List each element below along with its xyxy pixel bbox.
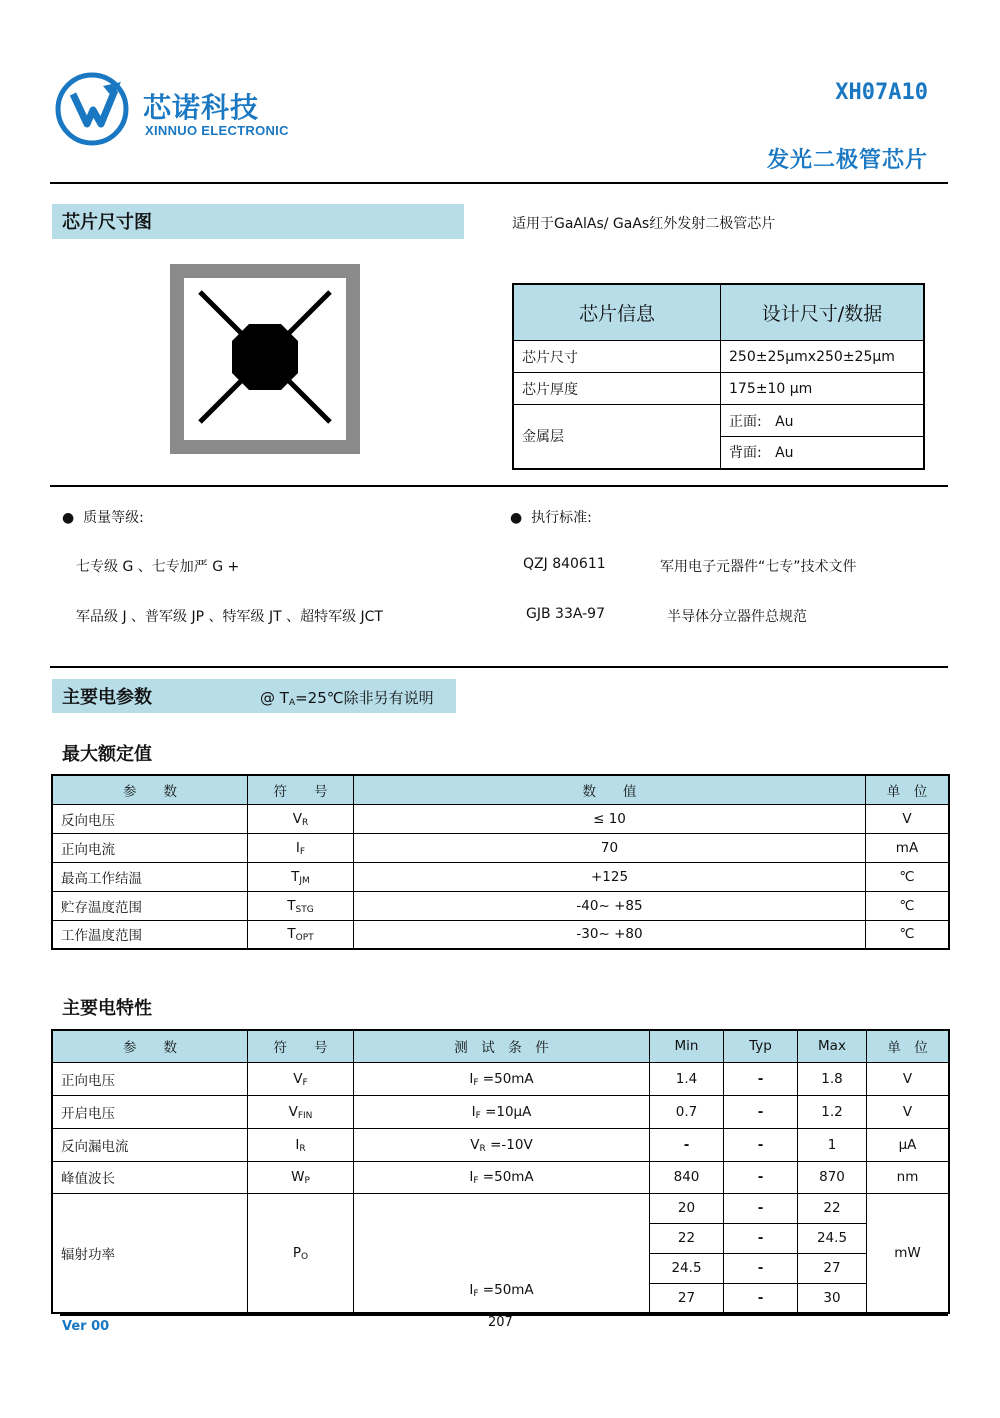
cond-sub: R [479,1143,486,1154]
quality-line-2: 军品级 J 、普军级 JP 、特军级 JT 、超特军级 JCT [76,609,383,625]
version-label: Ver 00 [62,1319,110,1334]
condition-cell [354,1128,650,1161]
symbol-main: T [291,868,300,885]
unit-cell: mA [866,833,950,862]
symbol-main: V [293,1070,303,1087]
back-label: 背面: [729,445,762,462]
col-condition: 测 试 条 件 [354,1030,650,1062]
standards-label-text: 执行标准: [531,510,592,526]
characteristics-table [51,1029,950,1314]
symbol-cell [248,1161,354,1193]
col-param: 参 数 [52,1030,248,1062]
col-param: 参 数 [52,775,248,804]
table-row [52,1161,949,1193]
table-row [52,920,949,949]
design-data-header: 设计尺寸/数据 [721,284,925,341]
symbol-sub: STG [295,904,314,915]
quality-label-text: 质量等级: [83,510,144,526]
electrical-condition [260,679,434,720]
param-cell: 正向电流 [52,833,248,862]
unit-cell: V [866,804,950,833]
condition-cell [354,1193,650,1313]
table-row [52,804,949,833]
company-logo [55,72,129,146]
param-cell: 开启电压 [52,1095,248,1128]
chip-thickness-value: 175±10 μm [721,373,925,405]
symbol-main: V [288,1103,298,1120]
value-cell: +125 [354,862,866,891]
symbol-sub: OPT [295,933,314,944]
symbol-cell [248,1095,354,1128]
symbol-cell [248,1062,354,1095]
cond-rest: =10μA [480,1103,532,1120]
unit-cell: nm [867,1161,950,1193]
typ-cell: - [724,1193,798,1223]
cond-sub: F [475,1110,481,1121]
cond-sub: F [473,1176,479,1186]
standard-code-1: QZJ 840611 [523,556,606,572]
condition-cell [354,1095,650,1128]
table-row [52,891,949,920]
front-label: 正面: [729,413,762,430]
value-cell: -40~ +85 [354,891,866,920]
symbol-main: P [292,1244,302,1261]
symbol-main: V [292,810,302,827]
cond-rest: =-10V [485,1136,533,1153]
symbol-cell [248,1128,354,1161]
company-name-en: XINNUO ELECTRONIC [145,123,289,138]
min-cell: 840 [650,1161,724,1193]
param-cell: 峰值波长 [52,1161,248,1193]
typ-cell: - [724,1253,798,1283]
bullet-icon: ● [510,510,523,526]
cond-rest: =50mA [478,1282,534,1298]
typ-cell: - [724,1062,798,1095]
condition-prefix: @ T [260,689,289,707]
param-cell: 最高工作结温 [52,862,248,891]
company-name-cn: 芯诺科技 [143,91,260,124]
part-number: XH07A10 [835,80,928,105]
max-cell: 1.2 [798,1095,867,1128]
symbol-cell [248,804,354,833]
param-cell: 贮存温度范围 [52,891,248,920]
max-cell: 27 [798,1253,867,1283]
col-unit: 单 位 [866,775,950,804]
symbol-main: I [295,1136,300,1153]
symbol-sub: P [304,1176,310,1186]
unit-cell: ℃ [866,862,950,891]
typ-cell: - [724,1161,798,1193]
standards-label [510,507,592,527]
param-cell: 反向电压 [52,804,248,833]
unit-cell: ℃ [866,920,950,949]
metal-layer-label: 金属层 [513,405,721,469]
chip-info-table [512,283,925,470]
standard-code-2: GJB 33A-97 [526,606,605,622]
symbol-cell [248,891,354,920]
min-cell: 0.7 [650,1095,724,1128]
symbol-cell [248,862,354,891]
unit-cell: mW [867,1193,950,1313]
max-ratings-title: 最大额定值 [62,744,152,765]
cond-main: I [471,1103,476,1120]
section-divider-1 [50,485,948,487]
symbol-sub: FIN [297,1110,313,1121]
col-unit: 单 位 [867,1030,950,1062]
table-row [52,1193,949,1223]
header-divider [50,182,948,184]
chip-thickness-label: 芯片厚度 [513,373,721,405]
unit-cell: μA [867,1128,950,1161]
max-cell: 870 [798,1161,867,1193]
max-cell: 24.5 [798,1223,867,1253]
param-cell: 反向漏电流 [52,1128,248,1161]
unit-cell: V [867,1062,950,1095]
min-cell: 20 [650,1193,724,1223]
symbol-main: W [291,1169,305,1185]
table-row [52,1095,949,1128]
section-divider-2 [50,666,948,668]
quality-line-1: 七专级 G 、七专加严 G + [76,559,240,575]
chip-applicability: 适用于GaAlAs/ GaAs红外发射二极管芯片 [512,216,776,232]
value-cell: -30~ +80 [354,920,866,949]
max-cell: 1.8 [798,1062,867,1095]
cond-main: I [469,1070,474,1087]
typ-cell: - [724,1095,798,1128]
cond-main: I [469,1169,474,1185]
min-cell: 22 [650,1223,724,1253]
symbol-sub: R [299,1143,306,1154]
chip-diagram [170,264,360,456]
symbol-main: T [287,897,296,914]
symbol-sub: F [299,846,306,857]
table-row [52,833,949,862]
max-cell: 1 [798,1128,867,1161]
col-min: Min [650,1030,724,1062]
symbol-sub: R [301,817,309,828]
electrical-section-title [52,679,456,713]
chip-size-value: 250±25μmx250±25μm [721,341,925,373]
condition-cell [354,1161,650,1193]
param-cell: 工作温度范围 [52,920,248,949]
product-title: 发光二极管芯片 [766,148,928,173]
col-symbol: 符 号 [248,775,354,804]
value-cell: 70 [354,833,866,862]
bullet-icon: ● [62,510,75,526]
cond-sub: F [473,1077,479,1088]
symbol-cell [248,920,354,949]
chip-size-label: 芯片尺寸 [513,341,721,373]
table-row [52,862,949,891]
cond-main: I [469,1282,474,1298]
standard-desc-2: 半导体分立器件总规范 [667,609,807,625]
max-cell: 22 [798,1193,867,1223]
col-typ: Typ [724,1030,798,1062]
symbol-cell [248,1193,354,1313]
typ-cell: - [724,1283,798,1313]
symbol-cell [248,833,354,862]
condition-sub: A [288,698,296,708]
standard-desc-1: 军用电子元器件“七专”技术文件 [660,559,857,575]
min-cell: - [650,1128,724,1161]
min-cell: 27 [650,1283,724,1313]
min-cell: 1.4 [650,1062,724,1095]
param-cell: 正向电压 [52,1062,248,1095]
col-value: 数 值 [354,775,866,804]
cond-main: V [470,1136,480,1153]
max-ratings-table [51,774,950,950]
min-cell: 24.5 [650,1253,724,1283]
symbol-main: I [295,839,300,856]
cond-rest: =50mA [478,1169,534,1185]
value-cell: ≤ 10 [354,804,866,833]
param-cell: 辐射功率 [52,1193,248,1313]
front-value: Au [775,413,794,430]
table-row [52,1062,949,1095]
typ-cell: - [724,1223,798,1253]
chip-section-title: 芯片尺寸图 [52,204,464,239]
characteristics-title: 主要电特性 [62,998,152,1019]
quality-label [62,507,144,527]
chip-info-header: 芯片信息 [513,284,721,341]
electrical-title: 主要电参数 [62,687,152,708]
cond-rest: =50mA [478,1070,534,1087]
col-max: Max [798,1030,867,1062]
unit-cell: V [867,1095,950,1128]
typ-cell: - [724,1128,798,1161]
condition-cell [354,1062,650,1095]
col-symbol: 符 号 [248,1030,354,1062]
table-row [52,1128,949,1161]
logo-emblem-icon [55,72,129,146]
symbol-main: T [287,926,296,943]
symbol-sub: F [302,1077,308,1088]
condition-rest: =25℃除非另有说明 [295,689,434,707]
back-metal [721,437,925,469]
page-number: 207 [488,1315,513,1330]
symbol-sub: O [301,1251,309,1262]
back-value: Au [775,445,794,462]
unit-cell: ℃ [866,891,950,920]
max-cell: 30 [798,1283,867,1313]
front-metal [721,405,925,437]
symbol-sub: JM [299,875,310,886]
cond-sub: F [473,1289,479,1299]
